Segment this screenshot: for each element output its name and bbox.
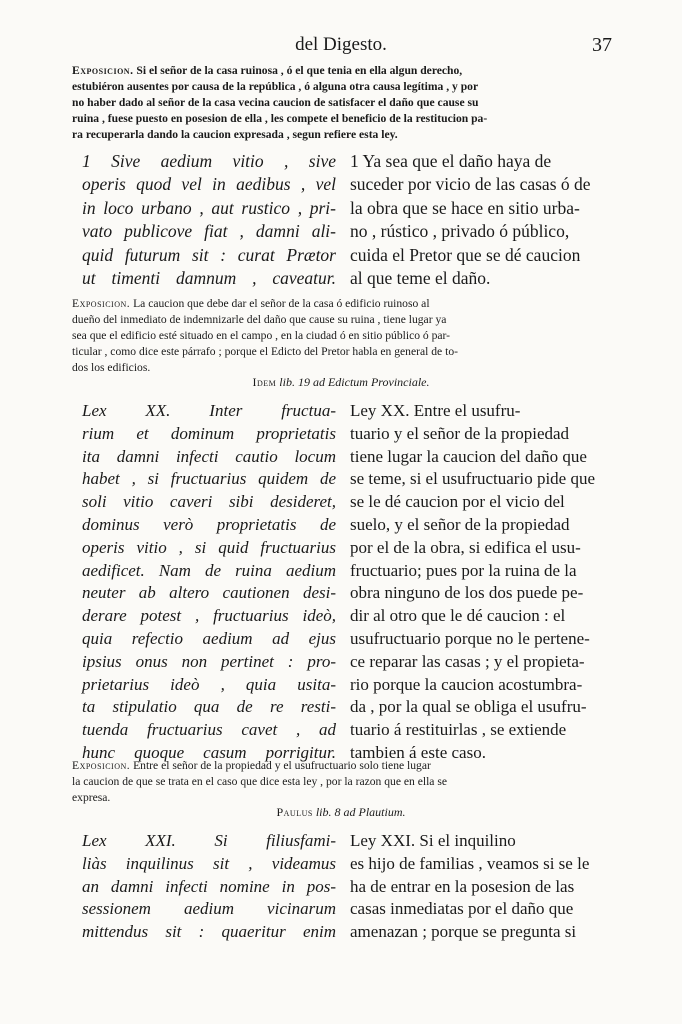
latin-line: vato publicove fiat , damni ali- [82,221,336,242]
latin-line: quia refectio aedium ad ejus [82,628,336,648]
running-title: del Digesto. [295,34,387,55]
expo-label: Exposicion. [72,297,131,310]
spanish-line: tuario y el señor de la propiedad [350,423,570,443]
page-number: 37 [592,34,612,56]
latin-text-section-2 [82,400,336,765]
spanish-line: dir al otro que le dé caucion : el [350,606,566,626]
exposicion-1 [72,63,612,143]
expo-1-line-3: ruina , fuese puesto en posesion de ella , les compete el beneficio de la restitucion pa- [72,112,488,125]
expo-2-line-4: dos los edificios. [72,361,151,374]
citation-source: lib. 8 ad Plautium. [315,805,406,819]
latin-line: prietarius ideò , quia usita- [82,674,336,694]
citation-2 [0,805,682,820]
citation-1 [0,375,682,390]
spanish-text-section-2 [350,400,608,765]
latin-line: an damni infecti nomine in pos- [82,876,336,896]
spanish-line: se teme, si el usufructuario pide que [350,469,596,489]
spanish-line: por el de la obra, si edifica el usu- [350,537,581,557]
latin-line: quid futurum sit : curat Prætor [82,244,336,265]
spanish-line: ha de entrar en la posesion de las [350,876,575,896]
spanish-line: fructuario; pues por la ruina de la [350,560,577,580]
spanish-line: suelo, y el señor de la propiedad [350,514,570,534]
expo-1-line-1: estubiéron ausentes por causa de la república , ó alguna otra causa legítima , y por [72,80,479,93]
exposicion-2 [72,296,612,376]
spanish-text-section-1 [350,150,608,290]
expo-label: Exposicion. [72,64,134,77]
spanish-line: tambien á este caso. [350,742,486,762]
spanish-line: obra ninguno de los dos puede pe- [350,583,584,603]
latin-text-section-1 [82,150,336,290]
expo-2-line-2: sea que el edificio esté situado en el campo , en la ciudad ó en sitio público ó par- [72,329,451,342]
spanish-text-section-3 [350,830,608,944]
expo-3-line-1: la caucion de que se trata en el caso que dice esta ley , por la razon que en ella se [72,775,448,788]
spanish-line: cuida el Pretor que se dé caucion [350,244,581,265]
spanish-line: usufructuario porque no le pertene- [350,628,590,648]
expo-2-line-1: dueño del inmediato de indemnizarle del daño que cause su ruina , tiene lugar ya [72,313,447,326]
latin-line: aedificet. Nam de ruina aedium [82,560,336,580]
latin-line: Lex XXI. Si filiusfami- [82,831,336,850]
latin-line: sessionem aedium vicinarum [82,899,336,919]
latin-line: operis vitio , si quid fructuarius [82,537,336,557]
latin-line: operis quod vel in aedibus , vel [82,174,336,195]
latin-line: liàs inquilinus sit , videamus [82,853,336,873]
latin-line: ita damni infecti cautio locum [82,446,336,466]
spanish-line: rio porque la caucion acostumbra- [350,674,583,694]
latin-text-section-3 [82,830,336,944]
latin-line: ipsius onus non pertinet : pro- [82,651,336,671]
expo-2-line-0: Exposicion. La caucion que debe dar el señor de la casa ó edificio ruinoso al [72,297,430,310]
latin-line: hunc quoque casum porrigitur. [82,742,336,762]
latin-line: ut timenti damnum , caveatur. [82,268,336,289]
latin-line: soli vitio caveri sibi desideret, [82,492,336,512]
latin-line: ta stipulatio qua de re resti- [82,697,336,717]
expo-1-line-4: ra recuperarla dando la caucion expresada , segun refiere esta ley. [72,128,398,141]
spanish-line: ce reparar las casas ; y el propieta- [350,651,585,671]
spanish-line: Ley XX. Entre el usufru- [350,401,521,420]
spanish-line: da , por la qual se obliga el usufru- [350,697,587,717]
spanish-line: al que teme el daño. [350,268,491,289]
exposicion-3 [72,758,612,806]
latin-line: mittendus sit : quaeritur enim [82,922,336,942]
spanish-line: es hijo de familias , veamos si se le [350,853,590,873]
spanish-line: amenazan ; porque se pregunta si [350,922,577,942]
spanish-line: tuario á restituirlas , se extiende [350,720,567,740]
latin-line: in loco urbano , aut rustico , pri- [82,197,336,218]
expo-1-line-0: Exposicion. Si el señor de la casa ruinosa , ó el que tenia en ella algun derecho, [72,64,463,77]
spanish-line: no , rústico , privado ó público, [350,221,570,242]
citation-author: Paulus [276,805,313,819]
spanish-line: la obra que se hace en sitio urba- [350,197,580,218]
spanish-line: se le dé caucion por el vicio del [350,492,565,512]
expo-1-line-2: no haber dado al señor de la casa vecina caucion de satisfacer el daño que cause su [72,96,479,109]
expo-3-line-0: Exposicion. Entre el señor de la propiedad y el usufructuario solo tiene lugar [72,759,431,772]
expo-label: Exposicion. [72,759,131,772]
latin-line: dominus verò proprietatis de [82,514,336,534]
latin-line: habet , si fructuarius quidem de [82,469,336,489]
citation-source: lib. 19 ad Edictum Provinciale. [279,375,430,389]
spanish-line: Ley XXI. Si el inquilino [350,831,516,850]
latin-line: tuenda fructuarius cavet , ad [82,720,336,740]
spanish-line: casas inmediatas por el daño que [350,899,574,919]
latin-line: neuter ab altero cautionen desi- [82,583,336,603]
spanish-line: 1 Ya sea que el daño haya de [350,151,552,171]
expo-2-line-3: ticular , como dice este párrafo ; porque el Edicto del Pretor habla en general de to- [72,345,458,358]
latin-line: Lex XX. Inter fructua- [82,401,336,420]
spanish-line: suceder por vicio de las casas ó de [350,174,591,195]
spanish-line: tiene lugar la caucion del daño que [350,446,587,466]
citation-author: Idem [252,375,277,389]
latin-line: 1 Sive aedium vitio , sive [82,151,336,171]
latin-line: rium et dominum proprietatis [82,423,336,443]
page-header [0,32,682,62]
latin-line: derare potest , fructuarius ideò, [82,606,336,626]
expo-3-line-2: expresa. [72,791,111,804]
